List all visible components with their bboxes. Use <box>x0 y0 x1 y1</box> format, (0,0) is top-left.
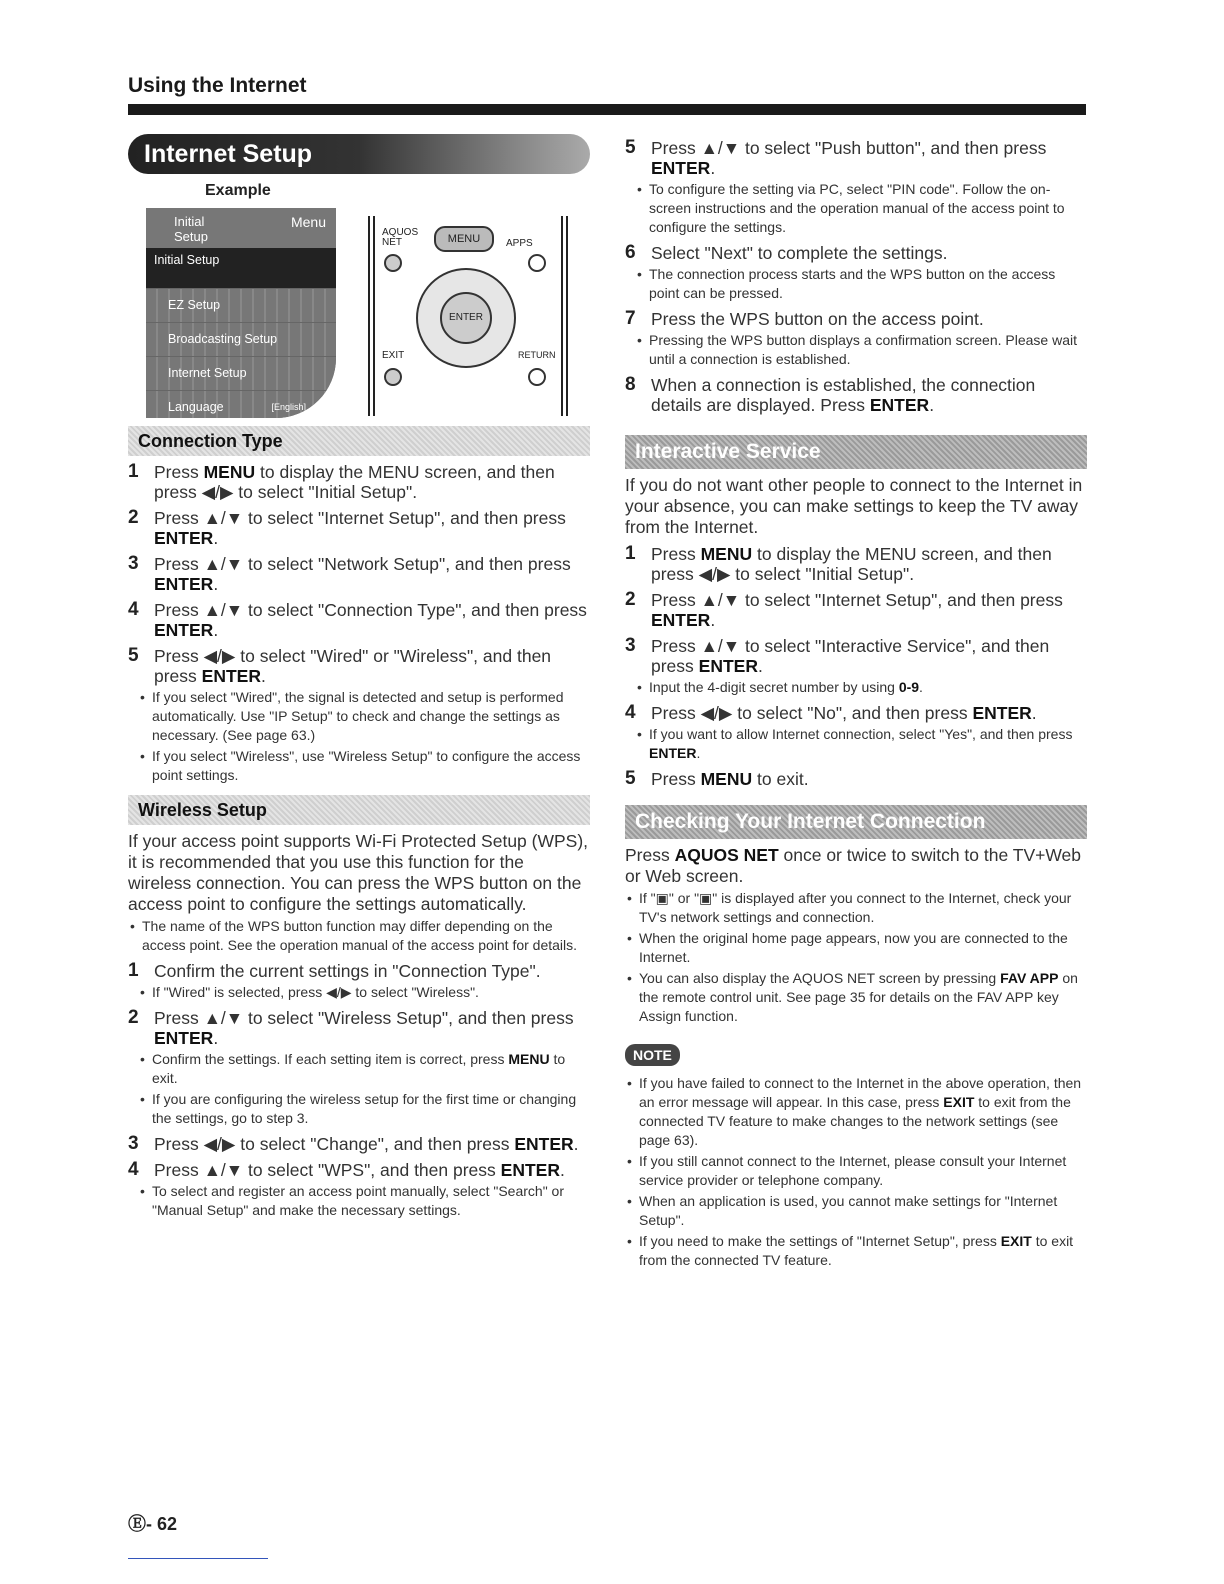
interactive-step-3: 3 Press ▲/▼ to select "Interactive Service", and then press ENTER. <box>625 635 1050 676</box>
menu-title-initial: Initial Setup <box>174 214 208 244</box>
connection-step-1: 1 Press MENU to display the MENU screen, and then press ◀/▶ to select "Initial Setup". <box>128 461 555 502</box>
apps-label: APPS <box>506 238 533 249</box>
menu-item-internet-setup: Internet Setup <box>146 356 336 390</box>
connection-bullet-wireless: • If you select "Wireless", use "Wireless Setup" to configure the access point settings. <box>128 747 590 785</box>
aquos-net-label: AQUOS NET <box>382 227 419 248</box>
subheading-checking-connection: Checking Your Internet Connection <box>625 805 1087 839</box>
note-bullet-1: • If you have failed to connect to the Internet in the above operation, then an error message will appear. In this case, press EXIT to exit from the connected TV feature to make changes to the network settings (see page 63). <box>625 1074 1087 1150</box>
wireless-note: • The name of the WPS button function may differ depending on the access point. See the operation manual of the access point for details. <box>128 917 590 955</box>
header-rule <box>128 104 1086 115</box>
note-bullet-2: • If you still cannot connect to the Internet, please consult your Internet service provider or telephone company. <box>625 1152 1087 1190</box>
page-header-title: Using the Internet <box>128 74 307 97</box>
menu-item-broadcasting-setup: Broadcasting Setup <box>146 322 336 356</box>
page-number: Ⓔ- 62 <box>128 1514 178 1534</box>
menu-title-menu: Menu <box>290 214 326 230</box>
checking-bullet-3: • You can also display the AQUOS NET screen by pressing FAV APP on the remote control unit. See page 35 for details on the FAV APP key Assign function. <box>625 969 1087 1026</box>
right-column <box>625 134 1087 1270</box>
interactive-step-4: 4 Press ◀/▶ to select "No", and then press ENTER. <box>625 702 1037 723</box>
wireless-step-4-bullet: • To select and register an access point manually, select "Search" or "Manual Setup" and make the necessary settings. <box>128 1182 590 1220</box>
apps-button-icon <box>528 254 546 272</box>
footer-line <box>128 1558 268 1559</box>
menu-screen-illustration <box>146 208 336 418</box>
wireless-step-7: 7 Press the WPS button on the access point. <box>625 308 984 329</box>
wireless-step-6: 6 Select "Next" to complete the settings. <box>625 242 948 263</box>
return-label: RETURN <box>518 350 556 360</box>
connection-step-2: 2 Press ▲/▼ to select "Internet Setup", and then press ENTER. <box>128 507 566 548</box>
interactive-step-4-bullet: • If you want to allow Internet connection, select "Yes", and then press ENTER. <box>625 725 1087 763</box>
exit-button-icon <box>384 368 402 386</box>
example-figure <box>128 182 590 420</box>
section-banner-internet-setup: Internet Setup <box>128 134 590 174</box>
interactive-step-2: 2 Press ▲/▼ to select "Internet Setup", and then press ENTER. <box>625 589 1063 630</box>
connection-step-4: 4 Press ▲/▼ to select "Connection Type", and then press ENTER. <box>128 599 587 640</box>
menu-remote-button: MENU <box>434 226 494 252</box>
menu-item-ez-setup: EZ Setup <box>146 288 336 322</box>
menu-item-initial-setup: Initial Setup <box>146 248 336 272</box>
checking-bullet-2: • When the original home page appears, now you are connected to the Internet. <box>625 929 1087 967</box>
subheading-connection-type: Connection Type <box>128 426 590 456</box>
wireless-step-2-bullet-1: • Confirm the settings. If each setting item is correct, press MENU to exit. <box>128 1050 590 1088</box>
wireless-step-1-bullet: • If "Wired" is selected, press ◀/▶ to select "Wireless". <box>128 983 590 1002</box>
interactive-step-3-bullet: • Input the 4-digit secret number by using 0-9. <box>625 678 1087 697</box>
note-bullet-3: • When an application is used, you cannot make settings for "Internet Setup". <box>625 1192 1087 1230</box>
interactive-step-5: 5 Press MENU to exit. <box>625 768 809 789</box>
language-value: [English] <box>271 402 306 412</box>
interactive-intro: If you do not want other people to connect to the Internet in your absence, you can make settings to keep the TV away from the Internet. <box>625 475 1083 537</box>
enter-button-icon: ENTER <box>440 292 492 344</box>
exit-label: EXIT <box>382 350 405 361</box>
example-label: Example <box>205 182 271 199</box>
remote-illustration <box>368 216 568 416</box>
wireless-step-1: 1 Confirm the current settings in "Connection Type". <box>128 960 541 981</box>
left-column <box>128 134 590 1220</box>
connection-step-5: 5 Press ◀/▶ to select "Wired" or "Wireless", and then press ENTER. <box>128 645 552 686</box>
connection-step-3: 3 Press ▲/▼ to select "Network Setup", and then press ENTER. <box>128 553 571 594</box>
menu-header <box>146 208 336 248</box>
interactive-step-1: 1 Press MENU to display the MENU screen, and then press ◀/▶ to select "Initial Setup". <box>625 543 1052 584</box>
wireless-step-3: 3 Press ◀/▶ to select "Change", and then press ENTER. <box>128 1133 579 1154</box>
wireless-step-5: 5 Press ▲/▼ to select "Push button", and then press ENTER. <box>625 137 1047 178</box>
menu-item-language: Language [English] <box>146 390 336 418</box>
checking-bullet-1: • If "▣" or "▣" is displayed after you connect to the Internet, check your TV's network settings and connection. <box>625 889 1087 927</box>
wireless-step-2: 2 Press ▲/▼ to select "Wireless Setup", and then press ENTER. <box>128 1007 574 1048</box>
wireless-step-2-bullet-2: • If you are configuring the wireless setup for the first time or changing the settings, go to step 3. <box>128 1090 590 1128</box>
wireless-step-5-bullet: • To configure the setting via PC, select "PIN code". Follow the on-screen instructions and the operation manual of the access point to configure the settings. <box>625 180 1087 237</box>
checking-intro: Press AQUOS NET once or twice to switch to the TV+Web or Web screen. <box>625 845 1082 886</box>
connection-bullet-wired: • If you select "Wired", the signal is detected and setup is performed automatically. Use "IP Setup" to check and change the settings as necessary. (See page 63.) <box>128 688 590 745</box>
subheading-wireless-setup: Wireless Setup <box>128 795 590 825</box>
wireless-intro: If your access point supports Wi-Fi Protected Setup (WPS), it is recommended that you use this function for the wireless connection. You can press the WPS button on the access point to configure the settings automatically. <box>128 831 589 914</box>
wireless-step-4: 4 Press ▲/▼ to select "WPS", and then press ENTER. <box>128 1159 565 1180</box>
note-badge: NOTE <box>625 1044 680 1066</box>
note-bullet-3-continued: • If you need to make the settings of "Internet Setup", press EXIT to exit from the connected TV feature. <box>625 1232 1087 1270</box>
return-button-icon <box>528 368 546 386</box>
subheading-interactive-service: Interactive Service <box>625 435 1087 469</box>
wireless-step-6-bullet: • The connection process starts and the WPS button on the access point can be pressed. <box>625 265 1087 303</box>
wireless-step-8: 8 When a connection is established, the connection details are displayed. Press ENTER. <box>625 374 1036 415</box>
aquos-net-button-icon <box>384 254 402 272</box>
wireless-step-7-bullet: • Pressing the WPS button displays a confirmation screen. Please wait until a connection is established. <box>625 331 1087 369</box>
